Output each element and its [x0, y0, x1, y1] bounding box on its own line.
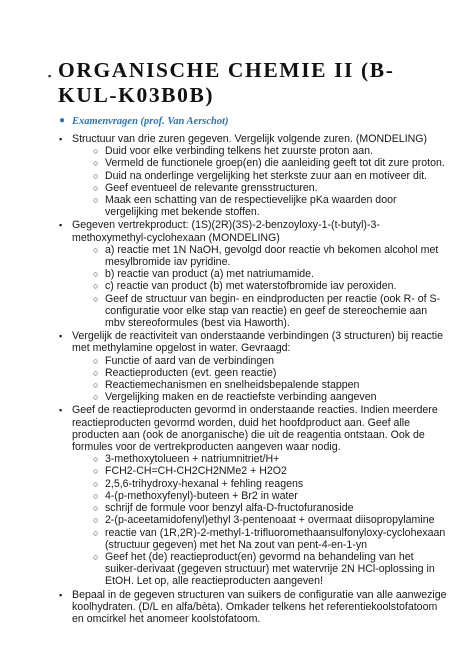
sub-item-text: a) reactie met 1N NaOH, gevolgd door reactie vh bekomen alcohol met mesylbromide iav pyridine.	[105, 243, 439, 269]
subtitle-row	[58, 116, 448, 127]
sub-item-text: Vermeld de functionele groep(en) die aanleiding geeft tot dit zure proton.	[105, 157, 445, 170]
circle-bullet-icon: ○	[93, 380, 99, 391]
sub-item	[93, 182, 448, 194]
sub-item	[93, 465, 448, 477]
circle-bullet-icon: ○	[93, 355, 99, 366]
sub-item-text: Functie of aard van de verbindingen	[105, 354, 275, 367]
sub-item-text: c) reactie van product (b) met waterstofbromide iav peroxiden.	[105, 280, 397, 293]
sub-item	[93, 514, 448, 526]
circle-bullet-icon: ○	[93, 490, 99, 501]
sub-item	[93, 391, 448, 403]
bullet-icon: ▪	[59, 220, 63, 231]
circle-bullet-icon: ○	[93, 454, 99, 465]
circle-bullet-icon: ○	[93, 293, 99, 304]
sub-item-text: Reactiemechanismen en snelheidsbepalende stappen	[105, 379, 360, 392]
sub-item-list	[72, 355, 448, 404]
sub-item-list	[72, 244, 448, 329]
question-item	[58, 133, 448, 218]
sub-item-text: FCH2-CH=CH-CH2CH2NMe2 + H2O2	[105, 465, 287, 478]
sub-item	[93, 280, 448, 292]
sub-item	[93, 379, 448, 391]
question-list	[58, 133, 448, 625]
bullet-icon: ▪	[59, 589, 63, 600]
sub-item-text: 2-(p-aceetamidofenyl)ethyl 3-pentenoaat + overmaat diisopropylamine	[105, 514, 435, 527]
bullet-icon: ▪	[59, 331, 63, 342]
sub-item	[93, 551, 448, 588]
circle-bullet-icon: ○	[93, 551, 99, 562]
sub-item	[93, 478, 448, 490]
question-item	[58, 219, 448, 329]
circle-bullet-icon: ○	[93, 244, 99, 255]
sub-item-text: Geef de structuur van begin- en eindproducten per reactie (ook R- of S-configuratie voor elke stap van reactie) en geef de stereochemie aan mbv stereoformules (best via Haworth).	[105, 292, 441, 330]
circle-bullet-icon: ○	[93, 515, 99, 526]
sub-item-text: reactie van (1R,2R)-2-methyl-1-trifluoromethaansulfonyloxy-cyclohexaan (structuur gegeven) met het Na zout van pent-4-en-1-yn	[105, 526, 446, 551]
circle-bullet-icon: ○	[93, 269, 99, 280]
question-text: Structuur van drie zuren gegeven. Vergelijk volgende zuren. (MONDELING)	[72, 133, 428, 145]
sub-item	[93, 490, 448, 502]
sub-item-text: Geef het (de) reactieproduct(en) gevormd na behandeling van het suiker-derivaat (gegeven structuur) met watervrije 2N HCl-oplossing in EtOH. Let op, alle reactieproducten aangeven!	[105, 550, 435, 588]
circle-bullet-icon: ○	[93, 146, 99, 157]
question-text: Bepaal in de gegeven structuren van suikers de configuratie van alle aanwezige koolhydraten. (D/L en alfa/bèta). Omkader telkens het referentiekoolstofatoom en omcirkel het anomeer koolstofatoom.	[72, 588, 447, 625]
circle-bullet-icon: ○	[93, 182, 99, 193]
circle-bullet-icon: ○	[93, 281, 99, 292]
circle-bullet-icon: ○	[93, 158, 99, 169]
bullet-icon: ▪	[59, 405, 63, 416]
question-text: Geef de reactieproducten gevormd in onderstaande reacties. Indien meerdere reactieproducten gevormd worden, duid het hoofdproduct aan. Geef alle producten aan (ook de anorganische) die uit de reagentia ontstaan. Ook de formules voor de vertrekproducten aangeven waar nodig.	[72, 404, 438, 454]
circle-bullet-icon: ○	[93, 170, 99, 181]
sub-item-text: schrijf de formule voor benzyl alfa-D-fructofuranoside	[105, 502, 354, 515]
sub-item-text: Duid na onderlinge vergelijking het sterkste zuur aan en motiveer dit.	[105, 169, 428, 182]
sub-item	[93, 293, 448, 330]
question-item	[58, 404, 448, 587]
bullet-icon: ▪	[59, 134, 63, 144]
bullet-icon: ●	[59, 115, 66, 126]
circle-bullet-icon: ○	[93, 367, 99, 378]
question-item	[58, 330, 448, 403]
sub-item	[93, 502, 448, 514]
sub-item-text: 4-(p-methoxyfenyl)-buteen + Br2 in water	[105, 489, 298, 502]
sub-item	[93, 244, 448, 268]
question-text: Vergelijk de reactiviteit van onderstaande verbindingen (3 structuren) bij reactie met methylamine opgelost in water. Gevraagd:	[72, 330, 443, 355]
sub-item	[93, 268, 448, 280]
page-title: ORGANISCHE CHEMIE II (B-KUL-K03B0B)	[58, 58, 395, 107]
question-text: Gegeven vertrekproduct: (1S)(2R)(3S)-2-benzoyloxy-1-(t-butyl)-3-methoxymethyl-cyclohexaan (MONDELING)	[72, 219, 380, 244]
title-bullet-icon: ▪	[48, 71, 52, 81]
sub-item-text: Maak een schatting van de respectievelijke pKa waarden door vergelijking met bekende stoffen.	[105, 194, 397, 219]
sub-item-text: b) reactie van product (a) met natriumamide.	[105, 268, 315, 281]
sub-item-text: Vergelijking maken en de reactiefste verbinding aangeven	[105, 391, 377, 404]
circle-bullet-icon: ○	[93, 503, 99, 514]
sub-item	[93, 355, 448, 367]
sub-item-text: Duid voor elke verbinding telkens het zuurste proton aan.	[105, 145, 373, 158]
sub-item	[93, 453, 448, 465]
sub-item	[93, 527, 448, 551]
sub-item	[93, 145, 448, 157]
sub-item	[93, 157, 448, 169]
circle-bullet-icon: ○	[93, 478, 99, 489]
sub-item	[93, 367, 448, 379]
sub-item	[93, 194, 448, 218]
circle-bullet-icon: ○	[93, 527, 99, 538]
circle-bullet-icon: ○	[93, 392, 99, 403]
sub-item-text: 2,5,6-trihydroxy-hexanal + fehling reagens	[105, 477, 304, 490]
sub-item-text: 3-methoxytolueen + natriumnitriet/H+	[105, 453, 280, 466]
circle-bullet-icon: ○	[93, 195, 99, 206]
sub-item-text: Reactieproducten (evt. geen reactie)	[105, 366, 277, 379]
title-row	[48, 58, 448, 108]
sub-item-list	[72, 453, 448, 587]
sub-item-list	[72, 145, 448, 218]
sub-item	[93, 170, 448, 182]
sub-item-text: Geef eventueel de relevante grensstructuren.	[105, 181, 318, 194]
subtitle: Examenvragen (prof. Van Aerschot)	[72, 116, 229, 127]
question-item	[58, 589, 448, 626]
circle-bullet-icon: ○	[93, 466, 99, 477]
